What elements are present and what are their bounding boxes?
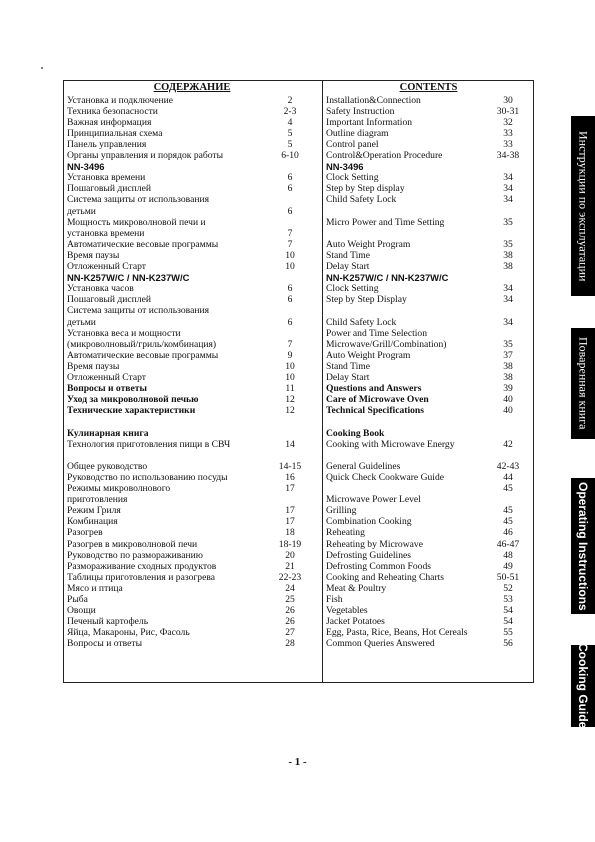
entry-title: Вопросы и ответы (67, 638, 143, 650)
entry-page: 5 (287, 138, 293, 150)
entry-page: 35 (503, 338, 513, 350)
entry-title: Время паузы (67, 249, 120, 261)
entry-title: Руководство по размораживанию (67, 549, 203, 561)
entry-title: Technical Specifications (326, 405, 424, 417)
stray-mark (41, 67, 43, 69)
entry-title: Common Queries Answered (326, 638, 435, 650)
entry-page: 11 (285, 383, 295, 395)
entry-title: Общее руководство (67, 460, 148, 472)
entry-page: 34-38 (496, 150, 520, 161)
entry-title: Cooking Book (326, 427, 385, 439)
entry-page: 5 (287, 127, 293, 139)
entry-title: Размораживание сходных продуктов (67, 560, 217, 572)
entry-page: 55 (503, 627, 513, 639)
entry-title: Safety Instruction (326, 105, 395, 117)
entry-page: 56 (503, 638, 513, 650)
entry-title: Stand Time (326, 360, 370, 372)
entry-title: Установка и подключение (67, 94, 174, 106)
entry-page: 34 (503, 194, 513, 206)
entry-page: 40 (503, 405, 513, 417)
entry-title: Отложенный Старт (67, 261, 146, 272)
entry-title: Fish (326, 594, 343, 605)
entry-page: 42-43 (496, 460, 520, 472)
entry-title: Таблицы приготовления и разогрева (67, 571, 216, 583)
entry-page: 33 (503, 138, 513, 150)
entry-title: Кулинарная книга (67, 427, 149, 439)
tab-cooking-guide[interactable] (571, 645, 595, 727)
entry-title: Important Information (326, 116, 413, 128)
entry-title: Care of Microwave Oven (326, 394, 429, 406)
entry-page: 32 (503, 116, 513, 128)
entry-page: 6-10 (281, 150, 299, 161)
entry-page: 17 (285, 483, 295, 494)
entry-page: 21 (285, 560, 295, 572)
tab-label: Поваренная книга (576, 337, 591, 430)
entry-page: 4 (287, 116, 293, 128)
entry-page: 38 (503, 372, 513, 383)
entry-title: Рыба (67, 594, 88, 605)
entry-title: Control&Operation Procedure (326, 150, 443, 161)
entry-page: 26 (285, 605, 295, 617)
entry-page: 52 (503, 582, 513, 594)
entry-title: Технология приготовления пищи в СВЧ (67, 438, 231, 450)
russian-contents-heading: СОДЕРЖАНИЕ (153, 82, 231, 93)
entry-title: Комбинация (67, 516, 118, 528)
entry-title: Разогрев в микроволновой печи (67, 538, 198, 550)
entry-title: Автоматические весовые программы (67, 238, 219, 250)
entry-title: Система защиты от использования (67, 194, 210, 206)
tab-label: Инструкции по эксплуатации (576, 130, 591, 282)
entry-title: Режимы микроволнового (67, 483, 171, 494)
entry-page: 46 (503, 527, 513, 539)
entry-title: Cooking with Microwave Energy (326, 438, 455, 450)
entry-page: 6 (287, 172, 293, 184)
entry-title: NN-3496 (326, 161, 364, 173)
entry-page: 2-3 (283, 105, 297, 117)
entry-page: 37 (503, 349, 513, 361)
entry-page: 12 (285, 405, 295, 417)
entry-page: 6 (287, 294, 293, 306)
entry-page: 45 (503, 483, 513, 494)
entry-title: Control panel (326, 138, 379, 150)
entry-page: 6 (287, 205, 293, 217)
entry-page: 48 (503, 549, 513, 561)
entry-title: Пошаговый дисплей (67, 183, 151, 195)
entry-title: Quick Check Cookware Guide (326, 471, 445, 483)
entry-title: Важная информация (67, 116, 152, 128)
entry-title: Мощность микроволновой печи и (67, 216, 206, 228)
entry-page: 22-23 (278, 571, 302, 583)
entry-title: Auto Weight Program (326, 238, 411, 250)
entry-page: 27 (285, 627, 295, 639)
contents-table (63, 80, 534, 683)
entry-title: Система защиты от использования (67, 305, 210, 317)
tab-ru-cookbook[interactable] (571, 328, 595, 439)
entry-page: 44 (503, 471, 513, 483)
entry-title: Clock Setting (326, 172, 379, 184)
tab-label: Operating Instructions (576, 481, 590, 611)
tab-ru-operating-instructions[interactable] (571, 116, 595, 296)
entry-page: 35 (503, 238, 513, 250)
entry-page: 18 (285, 527, 295, 539)
entry-title: Cooking and Reheating Charts (326, 571, 445, 583)
entry-title: Microwave/Grill/Combination) (326, 338, 447, 350)
entry-page: 38 (503, 249, 513, 261)
entry-page: 18-19 (278, 538, 302, 550)
entry-page: 28 (285, 638, 295, 650)
entry-title: Child Safety Lock (326, 316, 397, 328)
entry-title: Grilling (326, 505, 357, 517)
entry-page: 25 (285, 594, 295, 605)
entry-title: Вопросы и ответы (67, 383, 147, 395)
entry-page: 34 (503, 183, 513, 195)
entry-title: Установка веса и мощности (67, 327, 181, 339)
entry-title: Meat & Poultry (326, 582, 387, 594)
entry-title: Reheating by Microwave (326, 538, 423, 550)
entry-page: 45 (503, 505, 513, 517)
entry-page: 53 (503, 594, 513, 605)
entry-title: Мясо и птица (67, 582, 123, 594)
entry-title: Step by Step Display (326, 294, 407, 306)
entry-title: Jacket Potatoes (326, 616, 385, 628)
entry-page: 16 (285, 471, 295, 483)
entry-title: Clock Setting (326, 283, 379, 295)
entry-page: 9 (287, 349, 293, 361)
column-divider (322, 81, 323, 682)
entry-page: 30 (503, 94, 513, 106)
entry-title: Egg, Pasta, Rice, Beans, Hot Cereals (326, 627, 468, 639)
entry-page: 54 (503, 605, 513, 617)
entry-title: Время паузы (67, 360, 120, 372)
entry-title: Step by Step display (326, 183, 405, 195)
entry-title: приготовления (67, 494, 128, 506)
entry-title: Microwave Power Level (326, 494, 421, 506)
entry-page: 10 (285, 261, 295, 272)
entry-page: 34 (503, 316, 513, 328)
entry-title: Delay Start (326, 372, 370, 383)
english-contents-heading: CONTENTS (399, 82, 458, 93)
entry-page: 10 (285, 360, 295, 372)
entry-page: 10 (285, 249, 295, 261)
entry-page: 39 (503, 383, 513, 395)
entry-title: Уход за микроволновой печью (67, 394, 199, 406)
entry-title: Установка часов (67, 283, 134, 295)
entry-title: Child Safety Lock (326, 194, 397, 206)
entry-title: детьми (67, 316, 96, 328)
entry-title: Stand Time (326, 249, 370, 261)
entry-title: Micro Power and Time Setting (326, 216, 445, 228)
entry-page: 14 (285, 438, 295, 450)
entry-page: 6 (287, 183, 293, 195)
entry-title: Installation&Connection (326, 94, 421, 106)
entry-page: 17 (285, 505, 295, 517)
entry-page: 30-31 (496, 105, 520, 117)
entry-title: Power and Time Selection (326, 327, 427, 339)
entry-page: 7 (287, 238, 293, 250)
entry-title: Панель управления (67, 138, 147, 150)
page-number: - 1 - (288, 756, 307, 768)
entry-title: NN-3496 (67, 161, 105, 173)
entry-page: 2 (287, 94, 293, 106)
entry-page: 42 (503, 438, 513, 450)
entry-page: 6 (287, 283, 293, 295)
entry-title: Автоматические весовые программы (67, 349, 219, 361)
entry-page: 46-47 (496, 538, 520, 550)
entry-title: Vegetables (326, 605, 368, 617)
entry-page: 33 (503, 127, 513, 139)
entry-page: 10 (285, 372, 295, 383)
entry-title: (микроволновый/гриль/комбинация) (67, 338, 217, 350)
entry-page: 6 (287, 316, 293, 328)
entry-title: Овощи (67, 605, 96, 617)
entry-page: 7 (287, 227, 293, 239)
entry-title: Разогрев (67, 527, 103, 539)
entry-title: Печеный картофель (67, 616, 149, 628)
entry-title: Outline diagram (326, 127, 389, 139)
entry-title: Reheating (326, 527, 365, 539)
entry-page: 34 (503, 294, 513, 306)
entry-page: 49 (503, 560, 513, 572)
entry-title: Delay Start (326, 261, 370, 272)
entry-title: Руководство по использованию посуды (67, 471, 228, 483)
entry-title: Техника безопасности (67, 105, 158, 117)
entry-page: 50-51 (496, 571, 520, 583)
entry-title: Принципиальная схема (67, 127, 163, 139)
entry-title: Auto Weight Program (326, 349, 411, 361)
entry-page: 35 (503, 216, 513, 228)
entry-page: 38 (503, 360, 513, 372)
tab-operating-instructions[interactable] (571, 478, 595, 614)
entry-page: 7 (287, 338, 293, 350)
entry-title: Questions and Answers (326, 383, 422, 395)
entry-title: Органы управления и порядок работы (67, 150, 224, 161)
entry-title: Яйца, Макароны, Рис, Фасоль (67, 627, 190, 639)
entry-title: Defrosting Common Foods (326, 560, 432, 572)
entry-title: Defrosting Guidelines (326, 549, 411, 561)
entry-title: NN-K257W/C / NN-K237W/C (326, 272, 449, 284)
entry-title: детьми (67, 205, 96, 217)
entry-title: General Guidelines (326, 460, 401, 472)
entry-title: Combination Cooking (326, 516, 412, 528)
entry-page: 20 (285, 549, 295, 561)
entry-page: 24 (285, 582, 295, 594)
entry-page: 12 (285, 394, 295, 406)
entry-title: Установка времени (67, 172, 146, 184)
entry-title: установка времени (67, 227, 145, 239)
entry-title: Отложенный Старт (67, 372, 146, 383)
entry-page: 34 (503, 172, 513, 184)
entry-page: 26 (285, 616, 295, 628)
entry-page: 17 (285, 516, 295, 528)
entry-title: Пошаговый дисплей (67, 294, 151, 306)
entry-page: 45 (503, 516, 513, 528)
entry-title: Режим Гриля (67, 505, 121, 517)
entry-page: 34 (503, 283, 513, 295)
entry-page: 38 (503, 261, 513, 272)
entry-title: Технические характеристики (67, 405, 196, 417)
entry-page: 40 (503, 394, 513, 406)
entry-title: NN-K257W/C / NN-K237W/C (67, 272, 190, 284)
tab-label: Cooking Guide (576, 643, 590, 729)
entry-page: 14-15 (278, 460, 302, 472)
entry-page: 54 (503, 616, 513, 628)
